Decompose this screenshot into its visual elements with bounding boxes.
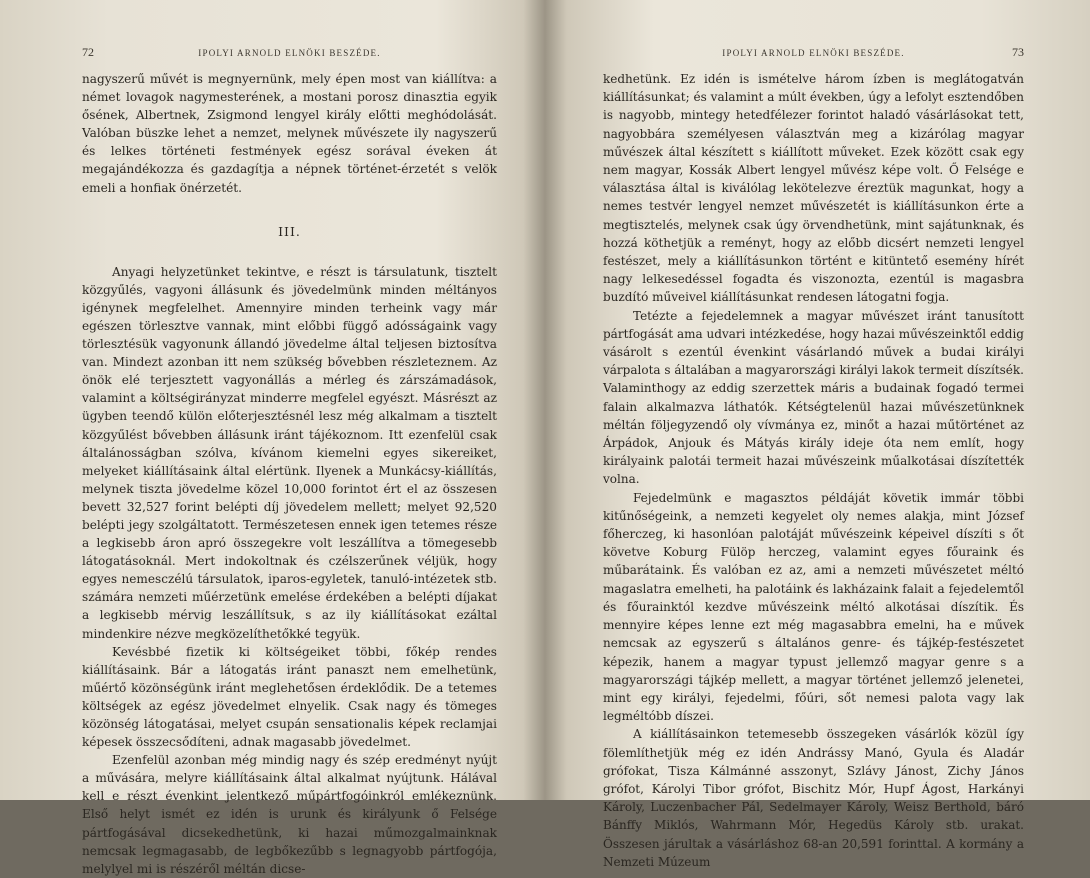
left-paragraph-4: Ezenfelül azonban még mindig nagy és szép eredményt nyújt a művására, melyre kiállításaink által alkalmat nyújtunk. Hálával kell e részt évenkint jelentkező műpártfogóinkról emlékeznünk. Első helyt ismét ez idén is urunk és királyunk ő Felsége pártfogásával dicsekedhetünk, ki hazai műmozgalmainknak nemcsak legmagasabb, de legbőkezűbb s legnagyobb pártfogója, melylyel mi is részéről méltán dicse-	[82, 753, 497, 876]
right-page	[545, 0, 1090, 869]
left-running-head-title: IPOLYI ARNOLD ELNÖKI BESZÉDE.	[198, 48, 381, 58]
right-paragraph-1: kedhetünk. Ez idén is ismételve három ízben is meglátogatván kiállításunkat; és valamint a múlt években, úgy a lefolyt esztendőben is nagyobb, mintegy hetedfélezer forintot haladó vásárlásokat tett, nagyobbára személyesen választván meg a kizárólag magyar művészek által készített s kiállított műveket. Ezek között csak egy nem magyar, Kossák Albert lengyel művész képe volt. Ő Felsége e választása által is kiválólag lekötelezve éreztük magunkat, hogy a nemes testvér lengyel nemzet művészetét is kiállításunkon érte a megtisztelés, melynek csak úgy örvendhetünk, mint sajátunknak, és hozzá köthetjük a reményt, hogy az előbb dicsért nemzeti lengyel festészet, mely a kiállításunkon történt e kitüntető esemény hírét nagy lelkesedéssel fogadta és viszonozta, ezentúl is magasbra buzdító műveivel kiállításunkat rendesen látogatni fogja.	[603, 72, 1024, 305]
right-running-head	[603, 45, 1024, 70]
section-number: III.	[278, 223, 301, 239]
right-paragraph-3: Fejedelmünk e magasztos példáját követik immár többi kitűnőségeink, a nemzeti kegyelet oly nemes alakja, mint József főherczeg, ki hasonlóan palotáját művészeink képeivel díszíti s őt követve Koburg Fülöp herczeg, valamint egyes főuraink és műbarátaink. És valóban ez az, ami a nemzeti művészetet méltó magaslatra emelheti, ha palotáink és lakházaink falait a fejedelemtől és főurainktól kezdve művészeink méltó alkotásai díszítik. És mennyire képes lenne ezt még magasabbra emelni, ha e művek nemcsak az egyszerű s általános genre- és tájkép-festészetet képezik, hanem a magyar typust jellemző magyar genre s a magyarországi tájkép mellett, a magyar történet jellemző jelenetei, mint egy királyi, fejedelmi, főúri, sőt nemesi palota vagy lak legméltóbb díszei.	[603, 490, 1024, 724]
right-paragraph-2: Tetézte a fejedelemnek a magyar művészet iránt tanusított pártfogását ama udvari intézkedése, hogy hazai művészeinktől eddig vásárolt s ezentúl évenkint vásárlandó művek a budai királyi várpalota s általában a magyarországi királyi lakok termeit díszítsék. Valaminthogy az eddig szerzettek máris a budainak fogadó termei falain alkalmazva láthatók. Kétségtelenül hazai művészetünknek méltán följegyzendő oly vívmánya ez, minőt a hazai műtörténet az Árpádok, Anjouk és Mátyás király ideje óta nem említ, hogy királyaink palotái termeit hazai művészeink műalkotásai díszítették volna.	[603, 308, 1024, 487]
left-paragraph-3: Kevésbbé fizetik ki költségeiket többi, főkép rendes kiállításaink. Bár a látogatás iránt panaszt nem emelhetünk, műértő közönségünk iránt meglehetősen érdeklődik. De a tetemes költségek az egész jövedelmet elnyelik. Csak nagy és tömeges közönség látogatásai, melyet csupán sensationalis képek reclamjai képesek összecsődíteni, adnak magasabb jövedelmet.	[82, 644, 497, 750]
left-paragraph-1: nagyszerű művét is megnyernünk, mely épen most van kiállítva: a német lovagok nagymesterének, a mostani porosz dinasztia egyik ősének, Albertnek, Zsigmond lengyel király előtti meghódolását. Valóban büszke lehet a nemzet, melynek művészete ily nagyszerű és lelkes történeti festmények egész sorával éveken át megajándékozza és gazdagítja a népnek történet-érzetét s velök emeli a honfiak önérzetét.	[82, 72, 497, 195]
right-running-head-title: IPOLYI ARNOLD ELNÖKI BESZÉDE.	[722, 48, 905, 58]
right-page-number: 73	[1012, 45, 1024, 59]
left-running-head	[82, 45, 497, 70]
right-page-text	[603, 70, 1024, 871]
left-paragraph-2: Anyagi helyzetünket tekintve, e részt is társulatunk, tisztelt közgyűlés, vagyoni állásunk és jövedelmünk minden méltányos igénynek megfelelhet. Amennyire minden terheink vagy már egészen törlesztve vannak, mint előbbi függő adósságaink vagy törlesztésük vagyonunk állandó jövedelme által teljesen biztosítva van. Mindezt azonban itt nem szükség bővebben részleteznem. Az önök elé terjesztett vagyonállás a mérleg és zárszámadások, valamint a költségirányzat minderre megfelel egyészt. Másrészt az ügyben teendő külön előterjesztésnél lesz még alkalmam a tisztelt közgyűlést bővebben állásunk iránt tájékoznom. Itt ezenfelül csak általánosságban szólva, kívánom kiemelni egyes sikereiket, melyeket kiállításaink által elértünk. Ilyenek a Munkácsy-kiállítás, melynek tiszta jövedelme közel 10,000 forintot ért el az összesen bevett 32,527 forint belépti díj jövedelem mellett; melyet 92,520 belépti jegy szolgáltatott. Természetesen ennek igen tetemes része a legkisebb áron apró összegekre volt leszállítva a tömegesebb látogatásoknál. Mert indokoltnak és czélszerűnek véljük, hogy egyes nemesczélú társulatok, iparos-egyletek, tanuló-intézetek stb. számára nemzeti műérzetünk emelése érdekében a belépti díjakat a legkisebb mérvig leszállítsuk, s az ily kiállításokat ezáltal mindenkire nézve megközelíthetőkké tegyük.	[82, 264, 497, 641]
left-page	[0, 0, 545, 876]
left-page-number: 72	[82, 45, 94, 59]
right-paragraph-4: A kiállításainkon tetemesebb összegeken vásárlók közül így fölemlíthetjük még ez idén Andrássy Manó, Gyula és Aladár grófokat, Tisza Kálmánné asszonyt, Szlávy Jánost, Zichy János grófot, Károlyi Tibor grófot, Bischitz Mór, Hupf Ágost, Harkányi Károly, Luczenbacher Pál, Sedelmayer Károly, Weisz Berthold, báró Bánffy Miklós, Wahrmann Mór, Hegedüs Károly stb. urakat. Összesen járultak a vásárláshoz 68-an 20,591 forinttal. A kormány a Nemzeti Múzeum	[603, 727, 1024, 869]
left-page-text	[82, 70, 497, 878]
